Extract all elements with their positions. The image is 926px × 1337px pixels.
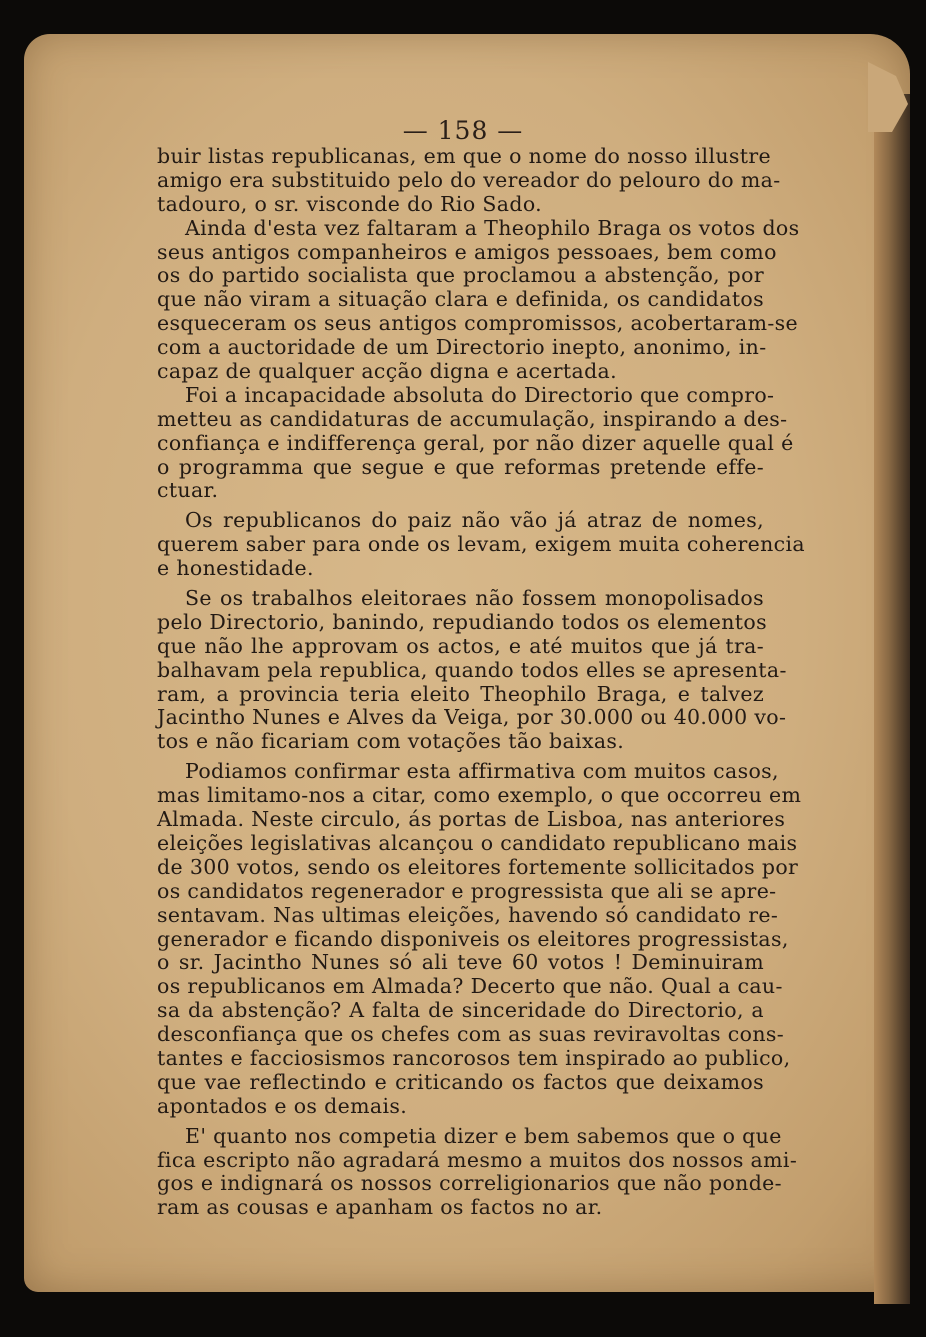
text-line: tos e não ficariam com votações tão baixas. — [157, 729, 625, 754]
paragraph — [157, 215, 800, 384]
text-line: seus antigos companheiros e amigos pessoaes, bem como — [157, 239, 777, 264]
text-line: Os republicanos do paiz não vão já atraz de nomes, — [185, 508, 764, 533]
text-line: eleições legislativas alcançou o candidato republicano mais — [157, 830, 798, 855]
text-line: ram, a provincia teria eleito Theophilo Braga, e talvez — [157, 681, 764, 706]
text-line: sa da abstenção? A falta de sinceridade do Directorio, a — [157, 998, 764, 1023]
paragraph — [157, 759, 802, 1118]
text-line: que vae reflectindo e criticando os factos que deixamos — [157, 1069, 764, 1094]
text-line: Podiamos confirmar esta affirmativa com muitos casos, — [185, 759, 779, 784]
text-line: esqueceram os seus antigos compromissos, acobertaram-se — [157, 311, 798, 336]
paragraph — [157, 508, 805, 581]
text-line: querem saber para onde os levam, exigem muita coherencia — [157, 532, 805, 557]
paragraph — [157, 382, 794, 503]
text-line: de 300 votos, sendo os eleitores fortemente sollicitados por — [157, 854, 799, 879]
text-line: o programma que segue e que reformas pretende effe- — [157, 454, 764, 479]
text-line: Se os trabalhos eleitoraes não fossem monopolisados — [185, 586, 764, 611]
text-line: E' quanto nos competia dizer e bem sabemos que o que — [185, 1123, 782, 1148]
text-line: generador e ficando disponiveis os eleitores progressistas, — [157, 926, 789, 951]
text-line: que não viram a situação clara e definida, os candidatos — [157, 287, 764, 312]
text-line: o sr. Jacintho Nunes só ali teve 60 votos ! Deminuiram — [157, 950, 764, 975]
text-line: confiança e indifferença geral, por não dizer aquelle qual é — [157, 430, 794, 455]
text-line: gos e indignará os nossos correligionarios que não ponde- — [157, 1171, 782, 1196]
text-line: mas limitamo-nos a citar, como exemplo, o que occorreu em — [157, 783, 802, 808]
text-line: amigo era substituido pelo do vereador do pelouro do ma- — [157, 167, 781, 192]
text-line: pelo Directorio, banindo, repudiando todos os elementos — [157, 609, 767, 634]
text-line: balhavam pela republica, quando todos elles se apresenta- — [157, 657, 787, 682]
text-line: Jacintho Nunes e Alves da Veiga, por 30.000 ou 40.000 vo- — [157, 705, 787, 730]
text-line: buir listas republicanas, em que o nome do nosso illustre — [157, 144, 771, 168]
text-line: capaz de qualquer acção digna e acertada. — [157, 359, 617, 384]
text-line: os candidatos regenerador e progressista que ali se apre- — [157, 878, 777, 903]
text-line: tadouro, o sr. visconde do Rio Sado. — [157, 191, 543, 216]
paragraph — [157, 1123, 798, 1221]
text-line: os republicanos em Almada? Decerto que não. Qual a cau- — [157, 974, 783, 999]
body-text — [157, 144, 805, 1220]
page-edge — [874, 94, 910, 1304]
text-line: Almada. Neste circulo, ás portas de Lisboa, nas anteriores — [157, 807, 786, 832]
text-line: sentavam. Nas ultimas eleições, havendo só candidato re- — [157, 902, 779, 927]
text-line: apontados e os demais. — [157, 1093, 408, 1118]
text-line: que não lhe approvam os actos, e até muitos que já tra- — [157, 633, 764, 658]
text-line: os do partido socialista que proclamou a abstenção, por — [157, 263, 764, 288]
text-line: ctuar. — [157, 478, 219, 503]
text-line: Foi a incapacidade absoluta do Directorio que compro- — [185, 382, 775, 407]
text-line: desconfiança que os chefes com as suas reviravoltas cons- — [157, 1022, 785, 1047]
text-line: tantes e facciosismos rancorosos tem inspirado ao publico, — [157, 1045, 791, 1070]
page-number: — 158 — — [402, 116, 524, 145]
text-line: ram as cousas e apanham os factos no ar. — [157, 1195, 603, 1220]
text-line: Ainda d'esta vez faltaram a Theophilo Braga os votos dos — [185, 215, 800, 240]
text-line: com a auctoridade de um Directorio inepto, anonimo, in- — [157, 335, 767, 360]
paragraph — [157, 586, 787, 754]
text-line: fica escripto não agradará mesmo a muitos dos nossos ami- — [157, 1147, 798, 1172]
paragraph — [157, 144, 781, 217]
text-line: metteu as candidaturas de accumulação, inspirando a des- — [157, 406, 788, 431]
text-line: e honestidade. — [157, 556, 314, 581]
